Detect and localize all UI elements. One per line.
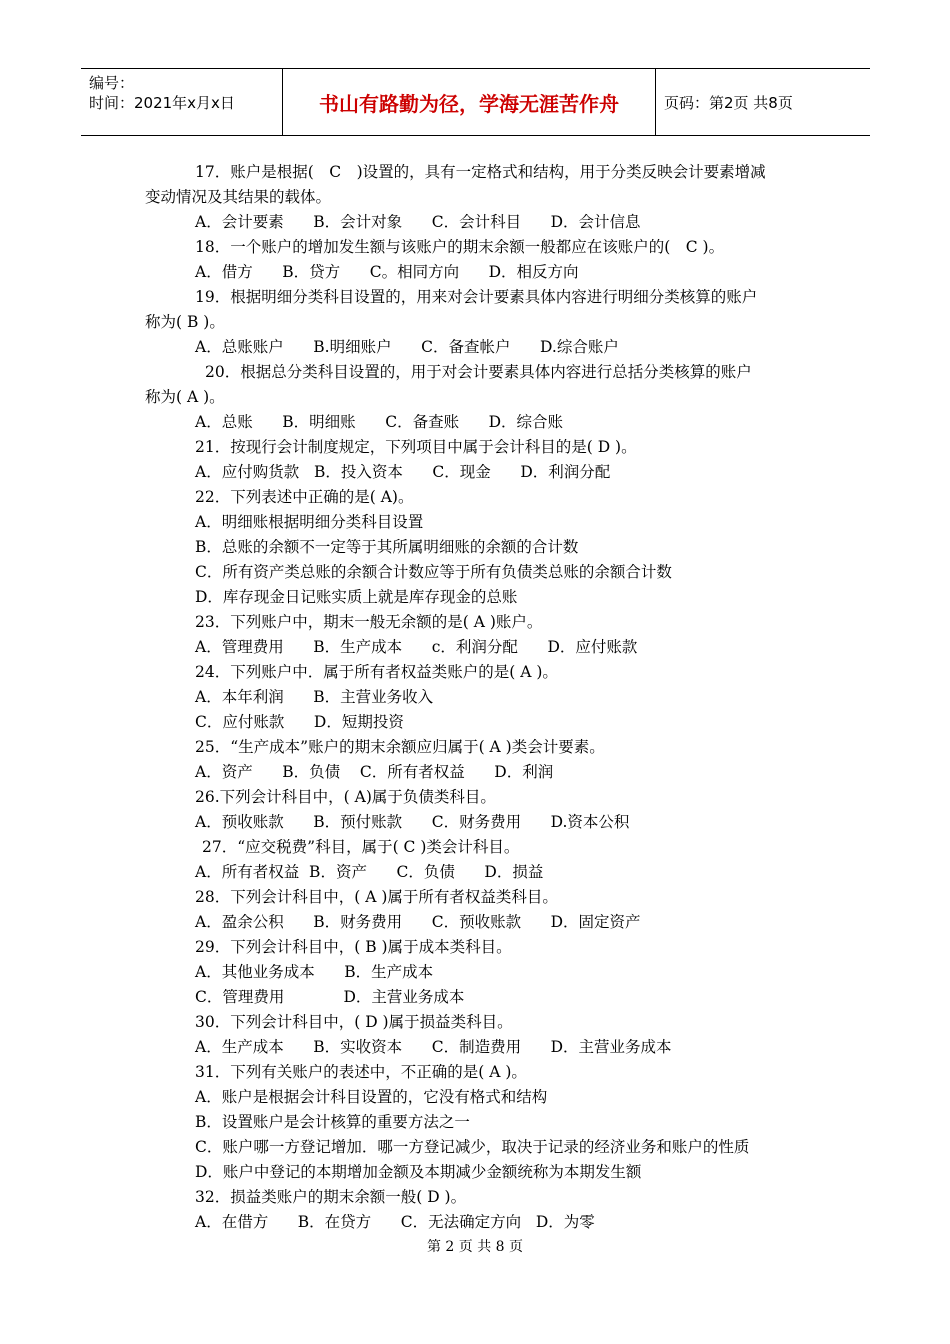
text-line: A．明细账根据明细分类科目设置 [195, 513, 424, 531]
text-line: A．本年利润 B．主营业务收入 [195, 688, 434, 706]
text-line: C．所有资产类总账的余额合计数应等于所有负债类总账的余额合计数 [195, 563, 672, 581]
text-line: A．总账账户 B.明细账户 C．备查帐户 D.综合账户 [195, 338, 619, 356]
text-line: 21．按现行会计制度规定，下列项目中属于会计科目的是( D )。 [195, 438, 637, 456]
text-line: A．管理费用 B．生产成本 c．利润分配 D．应付账款 [195, 638, 638, 656]
text-line: 24．下列账户中．属于所有者权益类账户的是( A )。 [195, 663, 558, 681]
text-line: 称为( A )。 [145, 388, 225, 406]
header-meta [81, 69, 282, 135]
page-header [81, 68, 870, 136]
text-line: A．生产成本 B．实收资本 C．制造费用 D．主营业务成本 [195, 1038, 672, 1056]
text-line: B．设置账户是会计核算的重要方法之一 [195, 1113, 470, 1131]
text-line: 19．根据明细分类科目设置的，用来对会计要素具体内容进行明细分类核算的账户 [195, 288, 758, 306]
text-line: 29．下列会计科目中，( B )属于成本类科目。 [195, 938, 512, 956]
text-line: 30．下列会计科目中，( D )属于损益类科目。 [195, 1013, 513, 1031]
text-line: D．账户中登记的本期增加金额及本期减少金额统称为本期发生额 [195, 1163, 642, 1181]
text-line: 28．下列会计科目中，( A )属于所有者权益类科目。 [195, 888, 558, 906]
page-footer: 第 2 页 共 8 页 [426, 1239, 524, 1255]
text-line: 31．下列有关账户的表述中，不正确的是( A )。 [195, 1063, 527, 1081]
text-line: A．应付购货款 B．投入资本 C．现金 D．利润分配 [195, 463, 611, 481]
text-line: 23．下列账户中，期末一般无余额的是( A )账户。 [195, 613, 543, 631]
header-page-info: 页码：第2页 共8页 [664, 93, 793, 112]
text-line: A．其他业务成本 B．生产成本 [195, 963, 434, 981]
text-line: A．总账 B．明细账 C．备查账 D．综合账 [195, 413, 564, 431]
text-line: 20．根据总分类科目设置的，用于对会计要素具体内容进行总括分类核算的账户 [205, 363, 752, 381]
text-line: 26.下列会计科目中，( A)属于负债类科目。 [195, 788, 496, 806]
document-time-label: 时间：2021年x月x日 [89, 94, 235, 112]
text-line: A．资产 B．负债 C．所有者权益 D．利润 [195, 763, 554, 781]
text-line: A．所有者权益 B．资产 C．负债 D．损益 [195, 863, 544, 881]
text-line: A．会计要素 B．会计对象 C．会计科目 D．会计信息 [195, 213, 641, 231]
text-line: 变动情况及其结果的载体。 [145, 188, 332, 206]
text-line: C．应付账款 D．短期投资 [195, 713, 404, 731]
text-line: 22．下列表述中正确的是( A)。 [195, 488, 414, 506]
header-motto: 书山有路勤为径，学海无涯苦作舟 [282, 69, 656, 135]
text-line: D．库存现金日记账实质上就是库存现金的总账 [195, 588, 518, 606]
text-line: A．预收账款 B．预付账款 C．财务费用 D.资本公积 [195, 813, 630, 831]
text-line: 17．账户是根据( C )设置的，具有一定格式和结构，用于分类反映会计要素增减 [195, 163, 766, 181]
text-line: A．借方 B．贷方 C。相同方向 D．相反方向 [195, 263, 579, 281]
question-list [145, 160, 810, 1235]
text-line: C．管理费用 D．主营业务成本 [195, 988, 465, 1006]
text-line: 27．“应交税费”科目，属于( C )类会计科目。 [202, 838, 520, 856]
document-number-label: 编号： [89, 74, 135, 92]
text-line: 18．一个账户的增加发生额与该账户的期末余额一般都应在该账户的( C )。 [195, 238, 725, 256]
text-line: B．总账的余额不一定等于其所属明细账的余额的合计数 [195, 538, 579, 556]
text-line: C．账户哪一方登记增加．哪一方登记减少，取决于记录的经济业务和账户的性质 [195, 1138, 750, 1156]
text-line: A．盈余公积 B．财务费用 C．预收账款 D．固定资产 [195, 913, 641, 931]
text-line: 称为( B )。 [145, 313, 225, 331]
text-line: A．账户是根据会计科目设置的，它没有格式和结构 [195, 1088, 548, 1106]
text-line: A．在借方 B．在贷方 C．无法确定方向 D．为零 [195, 1213, 595, 1231]
text-line: 25．“生产成本”账户的期末余额应归属于( A )类会计要素。 [195, 738, 605, 756]
text-line: 32．损益类账户的期末余额一般( D )。 [195, 1188, 467, 1206]
